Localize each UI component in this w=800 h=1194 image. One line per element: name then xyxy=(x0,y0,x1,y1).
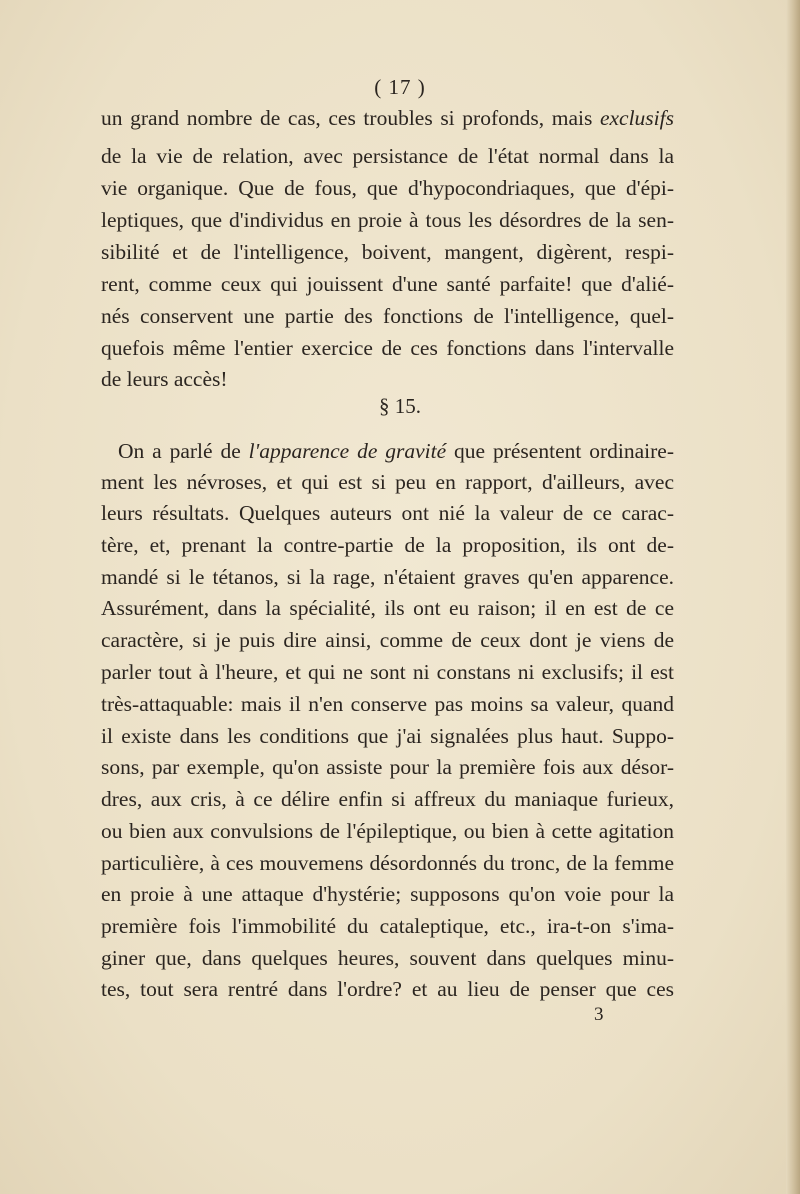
text-line: ou bien aux convulsions de l'épileptique, ou bien à cette agitation xyxy=(101,819,674,843)
text-line: giner que, dans quelques heures, souvent dans quelques minu- xyxy=(101,946,674,970)
text-line: tes, tout sera rentré dans l'ordre? et au lieu de penser que ces xyxy=(101,977,674,1001)
text-line: particulière, à ces mouvemens désordonnés du tronc, de la femme xyxy=(101,851,674,875)
text-line: vie organique. Que de fous, que d'hypocondriaques, que d'épi- xyxy=(101,176,674,200)
text-line: un grand nombre de cas, ces troubles si profonds, mais exclusifs xyxy=(101,106,674,130)
text-line: parler tout à l'heure, et qui ne sont ni constans ni exclusifs; il est xyxy=(101,660,674,684)
text-line: caractère, si je puis dire ainsi, comme de ceux dont je viens de xyxy=(101,628,674,652)
signature-mark: 3 xyxy=(594,1004,604,1025)
text-line: quefois même l'entier exercice de ces fonctions dans l'intervalle xyxy=(101,336,674,360)
text-line: en proie à une attaque d'hystérie; supposons qu'on voie pour la xyxy=(101,882,674,906)
text-line: sons, par exemple, qu'on assiste pour la première fois aux désor- xyxy=(101,755,674,779)
text-line: leptiques, que d'individus en proie à tous les désordres de la sen- xyxy=(101,208,674,232)
text-line: de leurs accès! xyxy=(101,367,228,391)
text-line: nés conservent une partie des fonctions de l'intelligence, quel- xyxy=(101,304,674,328)
text-line: Assurément, dans la spécialité, ils ont eu raison; il en est de ce xyxy=(101,596,674,620)
page-edge xyxy=(786,0,800,1194)
text-line: On a parlé de l'apparence de gravité que présentent ordinaire- xyxy=(118,439,674,463)
text-line: très-attaquable: mais il n'en conserve pas moins sa valeur, quand xyxy=(101,692,674,716)
text-line: il existe dans les conditions que j'ai signalées plus haut. Suppo- xyxy=(101,724,674,748)
text-line: tère, et, prenant la contre-partie de la proposition, ils ont de- xyxy=(101,533,674,557)
text-line: première fois l'immobilité du cataleptique, etc., ira-t-on s'ima- xyxy=(101,914,674,938)
text-line: rent, comme ceux qui jouissent d'une santé parfaite! que d'alié- xyxy=(101,272,674,296)
text-line: leurs résultats. Quelques auteurs ont nié la valeur de ce carac- xyxy=(101,501,674,525)
text-line: de la vie de relation, avec persistance de l'état normal dans la xyxy=(101,144,674,168)
text-line: mandé si le tétanos, si la rage, n'étaient graves qu'en apparence. xyxy=(101,565,674,589)
text-line: ment les névroses, et qui est si peu en rapport, d'ailleurs, avec xyxy=(101,470,674,494)
text-line: sibilité et de l'intelligence, boivent, mangent, digèrent, respi- xyxy=(101,240,674,264)
section-heading: § 15. xyxy=(379,394,421,418)
text-line: dres, aux cris, à ce délire enfin si affreux du maniaque furieux, xyxy=(101,787,674,811)
page-number: ( 17 ) xyxy=(374,75,426,99)
